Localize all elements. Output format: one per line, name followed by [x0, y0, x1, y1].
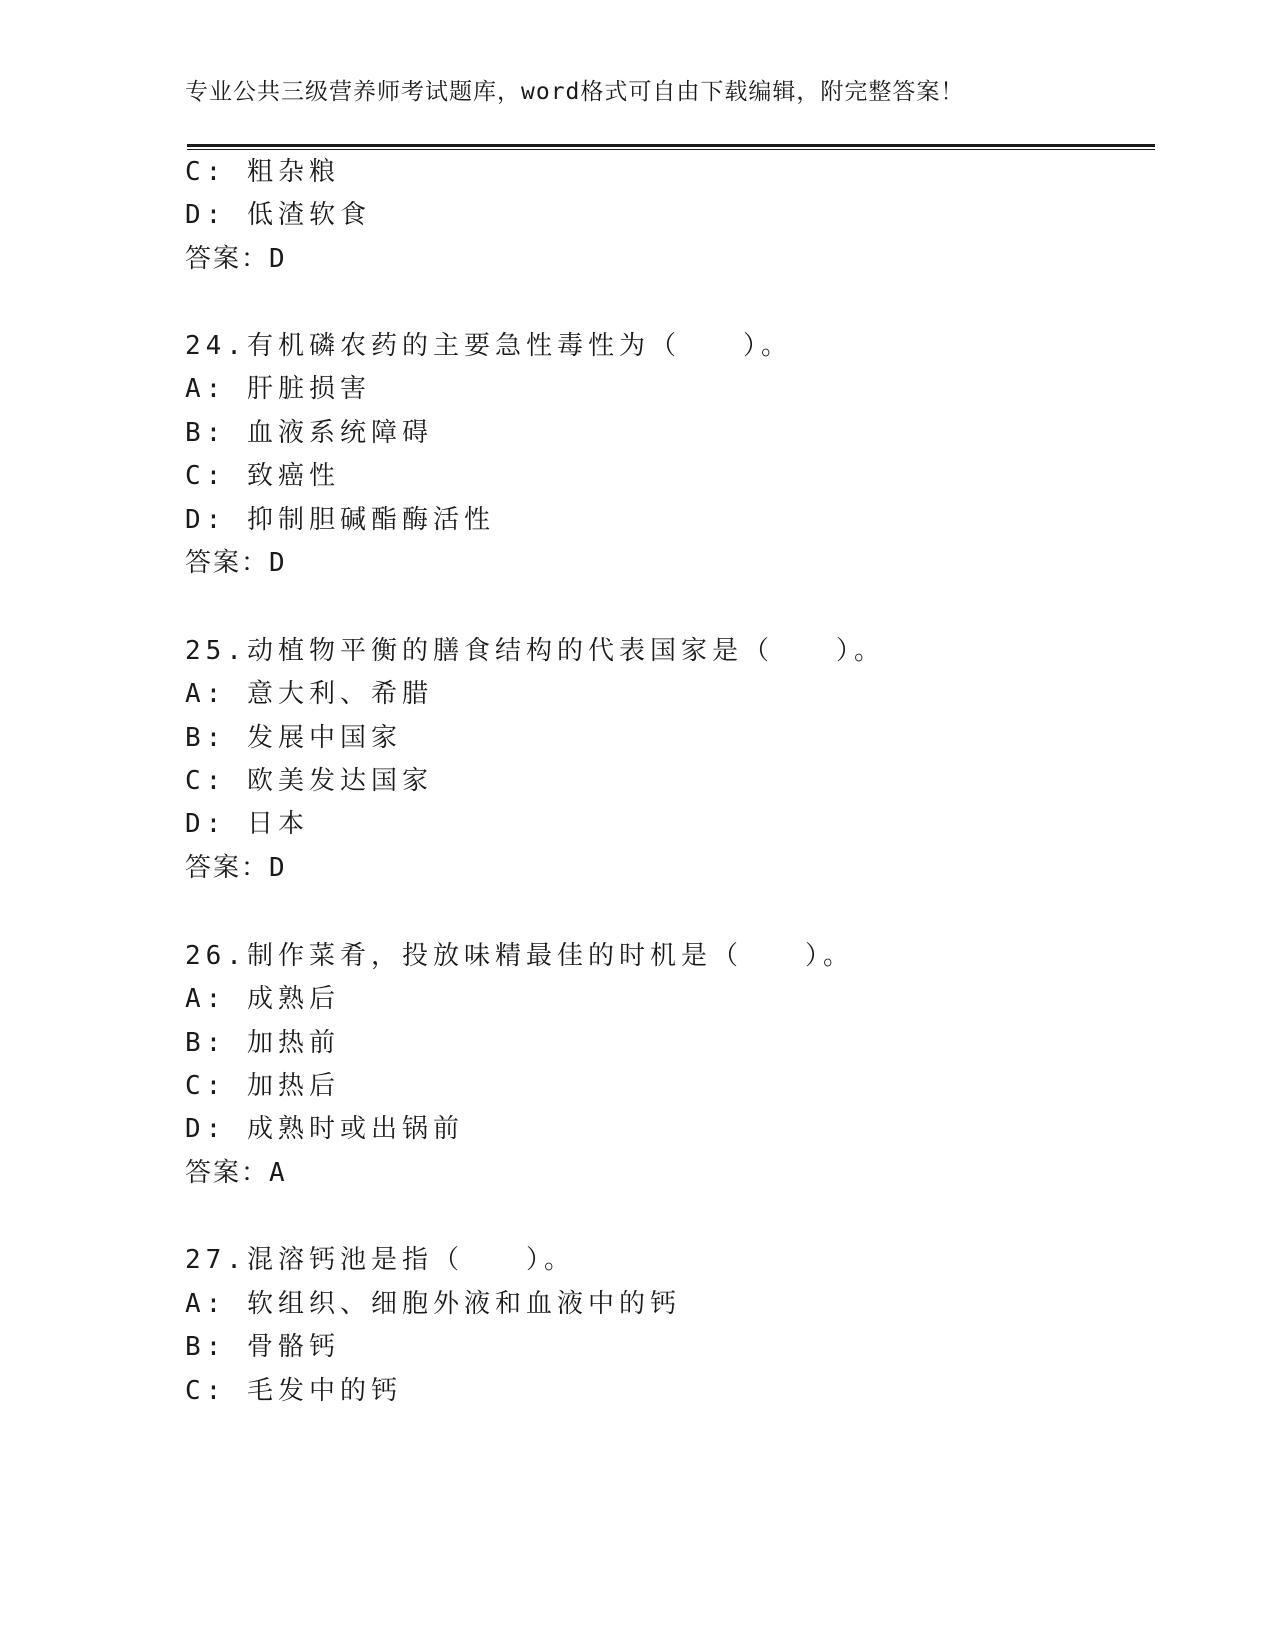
option-text: 欧美发达国家	[246, 766, 433, 796]
option-line	[185, 808, 309, 840]
option-text: 骨骼钙	[246, 1332, 340, 1362]
option-line	[185, 722, 402, 754]
answer-value: D	[269, 548, 287, 578]
option-line	[185, 678, 433, 710]
option-label: D:	[185, 809, 227, 839]
option-text: 加热前	[246, 1028, 340, 1058]
option-line	[185, 156, 340, 188]
option-label: D:	[185, 505, 227, 535]
answer-value: A	[269, 1158, 287, 1188]
option-line	[185, 1375, 402, 1407]
option-line	[185, 460, 340, 492]
option-line	[185, 1288, 681, 1320]
question-stem: 26.制作菜肴，投放味精最佳的时机是（ ）。	[185, 941, 854, 971]
answer-value: D	[269, 244, 287, 274]
option-text: 发展中国家	[246, 723, 402, 753]
question-stem: 25.动植物平衡的膳食结构的代表国家是（ ）。	[185, 636, 885, 666]
option-text: 成熟后	[246, 984, 340, 1014]
option-label: C:	[185, 1376, 227, 1406]
option-line	[185, 199, 371, 231]
option-text: 低渣软食	[246, 200, 371, 230]
option-label: B:	[185, 723, 227, 753]
option-line	[185, 1070, 340, 1102]
option-label: C:	[185, 766, 227, 796]
answer-line	[185, 547, 287, 579]
answer-line	[185, 852, 287, 884]
header-rule-thin	[187, 149, 1155, 150]
option-label: A:	[185, 374, 227, 404]
answer-label: 答案：	[185, 1158, 270, 1188]
option-label: B:	[185, 1028, 227, 1058]
question-stem: 24.有机磷农药的主要急性毒性为（ ）。	[185, 331, 792, 361]
option-line	[185, 765, 433, 797]
option-label: C:	[185, 1071, 227, 1101]
answer-line	[185, 1157, 287, 1189]
answer-label: 答案：	[185, 853, 270, 883]
option-text: 血液系统障碍	[246, 418, 433, 448]
option-line	[185, 1027, 340, 1059]
option-line	[185, 373, 371, 405]
option-label: D:	[185, 200, 227, 230]
option-label: A:	[185, 679, 227, 709]
option-text: 软组织、细胞外液和血液中的钙	[246, 1289, 681, 1319]
answer-value: D	[269, 853, 287, 883]
option-text: 成熟时或出锅前	[246, 1114, 464, 1144]
page-header: 专业公共三级营养师考试题库，word格式可自由下载编辑，附完整答案！	[185, 79, 965, 105]
option-label: C:	[185, 461, 227, 491]
option-text: 加热后	[246, 1071, 340, 1101]
question-stem: 27.混溶钙池是指（ ）。	[185, 1245, 575, 1275]
option-label: A:	[185, 984, 227, 1014]
option-text: 粗杂粮	[246, 157, 340, 187]
option-text: 致癌性	[246, 461, 340, 491]
option-line	[185, 504, 495, 536]
option-label: C:	[185, 157, 227, 187]
option-text: 抑制胆碱酯酶活性	[246, 505, 495, 535]
option-text: 肝脏损害	[246, 374, 371, 404]
option-line	[185, 1331, 340, 1363]
answer-line	[185, 243, 287, 275]
option-label: B:	[185, 1332, 227, 1362]
option-text: 意大利、希腊	[246, 679, 433, 709]
option-label: A:	[185, 1289, 227, 1319]
option-label: D:	[185, 1114, 227, 1144]
option-line	[185, 417, 433, 449]
header-rule-thick	[187, 144, 1155, 147]
option-text: 日本	[246, 809, 309, 839]
answer-label: 答案：	[185, 548, 270, 578]
option-line	[185, 1113, 464, 1145]
option-line	[185, 983, 340, 1015]
option-text: 毛发中的钙	[246, 1376, 402, 1406]
answer-label: 答案：	[185, 244, 270, 274]
option-label: B:	[185, 418, 227, 448]
